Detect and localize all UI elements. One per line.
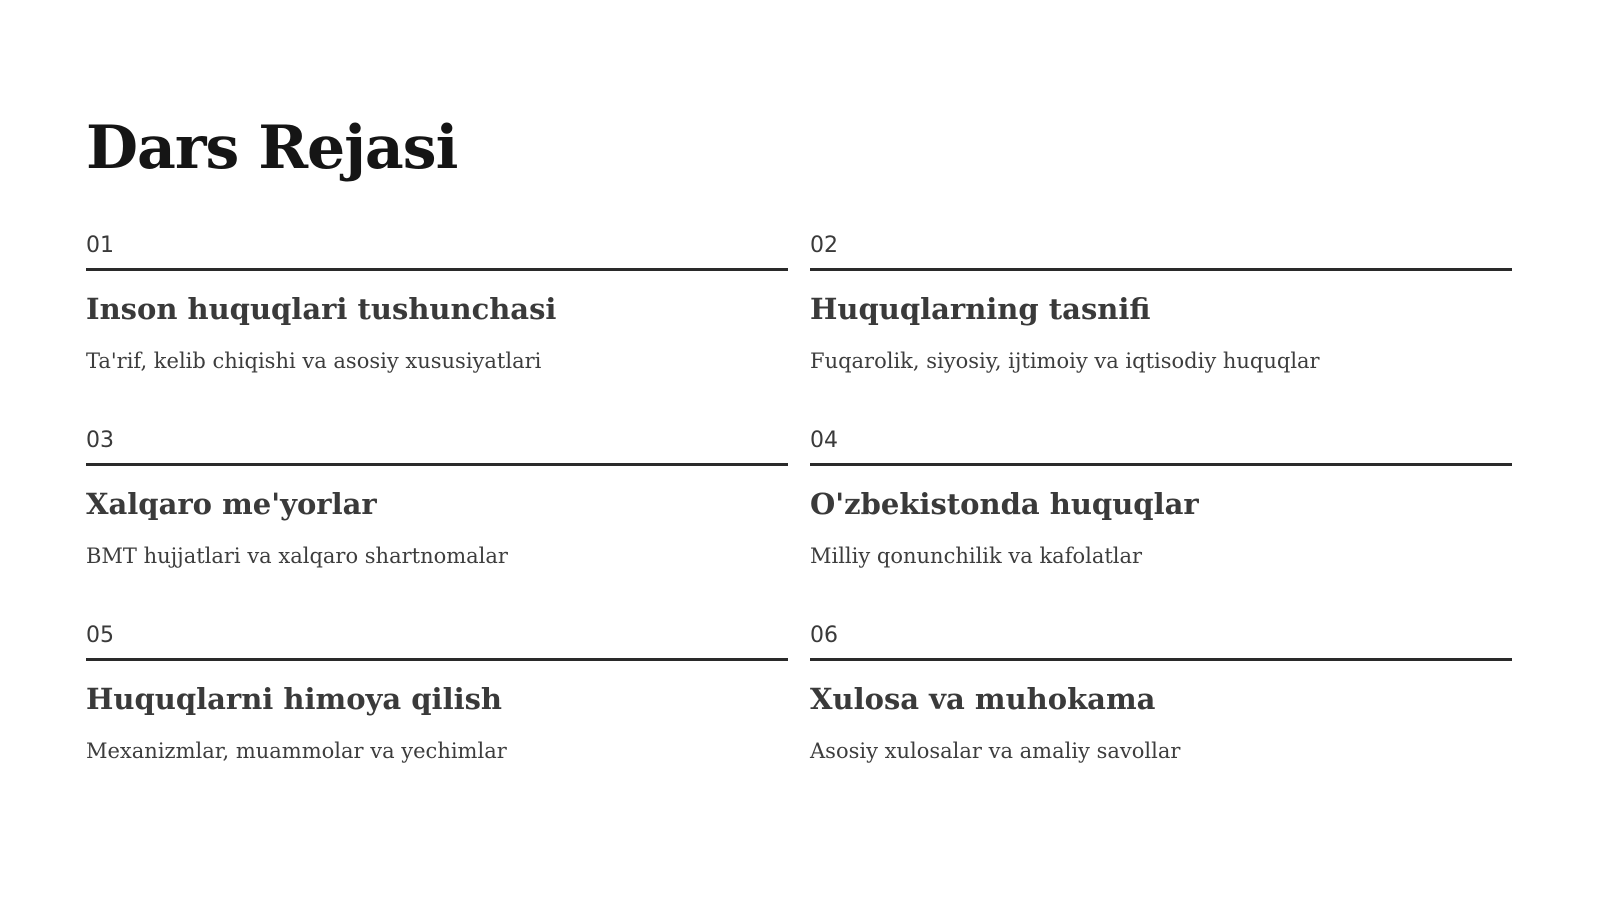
agenda-item-description: Fuqarolik, siyosiy, ijtimoiy va iqtisodiy huquqlar [810, 349, 1320, 373]
agenda-item [810, 427, 1512, 622]
agenda-grid [86, 232, 1512, 817]
agenda-item-title: Huquqlarni himoya qilish [86, 682, 503, 716]
agenda-item [810, 232, 1512, 427]
agenda-item-number: 06 [810, 623, 838, 648]
agenda-item-title: Xalqaro me'yorlar [86, 487, 377, 521]
agenda-item-number: 01 [86, 233, 114, 258]
agenda-item-title: O'zbekistonda huquqlar [810, 487, 1199, 521]
agenda-item [86, 232, 788, 427]
agenda-item [810, 622, 1512, 817]
agenda-item-divider [86, 658, 788, 661]
agenda-item-title: Inson huquqlari tushunchasi [86, 292, 557, 326]
agenda-item-title: Xulosa va muhokama [810, 682, 1156, 716]
agenda-item-description: Milliy qonunchilik va kafolatlar [810, 544, 1143, 568]
agenda-item-description: BMT hujjatlari va xalqaro shartnomalar [86, 544, 508, 568]
agenda-item-description: Asosiy xulosalar va amaliy savollar [810, 739, 1181, 763]
agenda-item [86, 622, 788, 817]
agenda-item-number: 04 [810, 428, 838, 453]
agenda-item-description: Mexanizmlar, muammolar va yechimlar [86, 739, 507, 763]
agenda-item [86, 427, 788, 622]
slide-title: Dars Rejasi [86, 113, 458, 183]
agenda-item-divider [810, 268, 1512, 271]
agenda-item-title: Huquqlarning tasnifi [810, 292, 1151, 326]
agenda-item-divider [810, 463, 1512, 466]
agenda-item-divider [86, 268, 788, 271]
agenda-item-number: 05 [86, 623, 114, 648]
agenda-item-description: Ta'rif, kelib chiqishi va asosiy xususiyatlari [86, 349, 542, 373]
agenda-item-divider [810, 658, 1512, 661]
agenda-item-number: 03 [86, 428, 114, 453]
agenda-item-number: 02 [810, 233, 838, 258]
agenda-item-divider [86, 463, 788, 466]
